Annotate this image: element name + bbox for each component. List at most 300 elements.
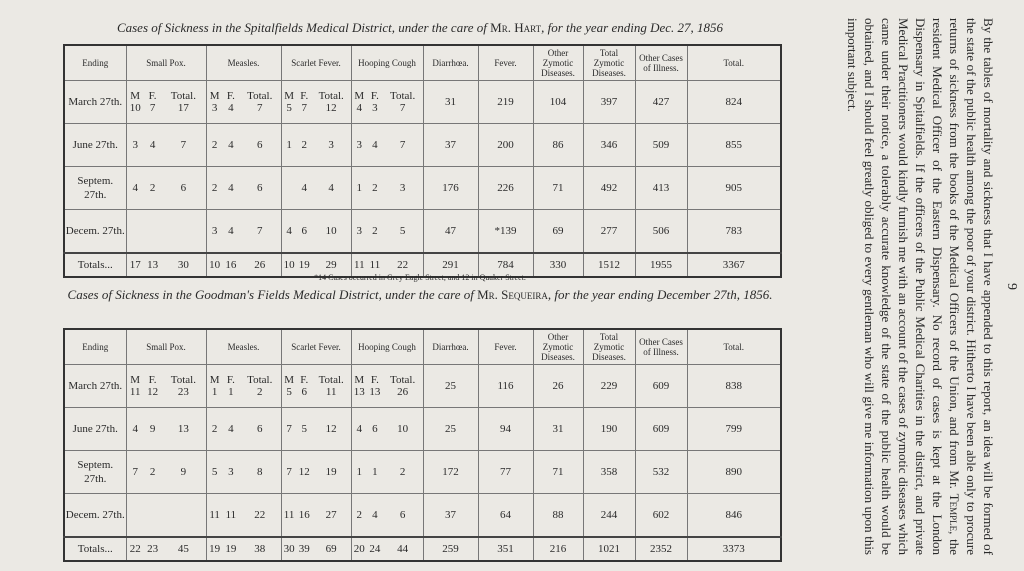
header-other-zymotic: Other Zymotic Diseases. [533, 329, 583, 365]
cell-fever: 94 [478, 408, 533, 451]
cell-hooping-cough-f [367, 374, 383, 398]
cell-hooping-cough-total: 5 [399, 225, 406, 237]
mf-value: 7 [399, 102, 406, 114]
cell-scarlet-fever-total: 12 [325, 423, 337, 435]
header-ending: Ending [64, 329, 126, 365]
header-other-zymotic: Other Zymotic Diseases. [533, 45, 583, 81]
cell-small-pox-total: 9 [180, 466, 187, 478]
header-measles [206, 45, 281, 81]
header-small-pox: Small Pox. [126, 329, 206, 365]
cell-hooping-cough-m: 11 [354, 259, 365, 271]
cell-fever: 219 [478, 81, 533, 124]
table2-caption-post: , for the year ending December 27th, 1856. [547, 287, 773, 302]
cell-hooping-cough-f: 2 [372, 225, 378, 237]
cell-scarlet-fever-f: 19 [298, 259, 310, 271]
cell-hooping-cough [351, 451, 423, 494]
cell-fever: 116 [478, 365, 533, 408]
mf-label: F. [148, 374, 157, 386]
cell-fever: 784 [478, 253, 533, 277]
header-small-pox [126, 45, 206, 81]
header-measles: Measles. [206, 329, 281, 365]
cell-other-zymotic: 69 [533, 210, 583, 254]
mf-value: 3 [211, 102, 218, 114]
table-row [64, 451, 781, 494]
cell-ending: Decem. 27th. [64, 210, 126, 254]
cell-small-pox-total: 45 [177, 543, 189, 555]
cell-total: 890 [687, 451, 781, 494]
cell-hooping-cough-f: 11 [369, 259, 381, 271]
cell-total: 855 [687, 124, 781, 167]
mf-value: 11 [325, 386, 337, 398]
cell-small-pox [126, 408, 206, 451]
mf-label: F. [148, 90, 157, 102]
header-other-cases: Other Cases of Illness. [635, 329, 687, 365]
cell-small-pox [126, 365, 206, 408]
cell-hooping-cough-m: 3 [356, 139, 363, 151]
cell-fever: 77 [478, 451, 533, 494]
cell-hooping-cough [351, 167, 423, 210]
cell-scarlet-fever [281, 408, 351, 451]
cell-total: 838 [687, 365, 781, 408]
cell-hooping-cough-total: 3 [399, 182, 406, 194]
mf-value: 12 [325, 102, 337, 114]
table-row [64, 365, 781, 408]
cell-ending: March 27th. [64, 365, 126, 408]
mf-value: 11 [129, 386, 141, 398]
cell-total: 3373 [687, 537, 781, 561]
mf-label: F. [300, 374, 309, 386]
side-text-column [790, 14, 1020, 559]
cell-total: 3367 [687, 253, 781, 277]
mf-value: 13 [369, 386, 381, 398]
cell-small-pox-m [127, 90, 144, 114]
cell-scarlet-fever-total: 27 [325, 509, 337, 521]
cell-measles-m [207, 90, 223, 114]
cell-small-pox [126, 451, 206, 494]
cell-measles-f: 3 [228, 466, 234, 478]
mf-value: 26 [397, 386, 409, 398]
cell-total: 846 [687, 494, 781, 538]
cell-measles [206, 210, 281, 254]
cell-hooping-cough [351, 124, 423, 167]
cell-scarlet-fever-f: 6 [301, 225, 307, 237]
cell-scarlet-fever-total [312, 90, 351, 114]
cell-other-cases: 609 [635, 408, 687, 451]
totals-row [64, 537, 781, 561]
cell-diarrhoea: 37 [423, 494, 478, 538]
cell-measles-f [223, 90, 239, 114]
cell-scarlet-fever-f: 12 [298, 466, 310, 478]
table-row [64, 408, 781, 451]
table1-header-row [64, 45, 781, 81]
cell-other-zymotic: 88 [533, 494, 583, 538]
cell-scarlet-fever-total [312, 374, 351, 398]
mf-label: F. [370, 374, 379, 386]
mf-value: 3 [372, 102, 378, 114]
cell-measles-m [207, 374, 223, 398]
cell-other-zymotic: 104 [533, 81, 583, 124]
cell-measles-f [223, 374, 239, 398]
cell-measles-m: 2 [211, 139, 218, 151]
cell-small-pox-m [127, 374, 144, 398]
cell-measles-total: 7 [257, 225, 263, 237]
mf-label: Total. [390, 374, 416, 386]
cell-scarlet-fever-m [282, 90, 297, 114]
cell-other-cases: 506 [635, 210, 687, 254]
table2-caption-name: Mr. Sequeira [477, 287, 548, 302]
mf-label: F. [226, 374, 235, 386]
cell-other-zymotic: 31 [533, 408, 583, 451]
header-total-zymotic: Total Zymotic Diseases. [583, 329, 635, 365]
cell-other-zymotic: 86 [533, 124, 583, 167]
mf-label: Total. [390, 90, 416, 102]
table1-caption-name: Mr. Hart [490, 20, 542, 35]
cell-scarlet-fever-total: 4 [328, 182, 334, 194]
mf-value: 7 [257, 102, 263, 114]
body-paragraph [844, 18, 997, 555]
header-other-cases: Other Cases of Illness. [635, 45, 687, 81]
cell-hooping-cough-total: 2 [399, 466, 406, 478]
table-row [64, 494, 781, 538]
cell-measles-f: 16 [225, 259, 237, 271]
cell-scarlet-fever [281, 210, 351, 254]
cell-hooping-cough-f [367, 90, 383, 114]
cell-other-zymotic: 71 [533, 167, 583, 210]
cell-other-zymotic: 71 [533, 451, 583, 494]
table2-body [64, 365, 781, 562]
cell-other-cases: 413 [635, 167, 687, 210]
cell-hooping-cough-f: 4 [372, 509, 378, 521]
cell-small-pox [126, 210, 206, 254]
table2-caption-pre: Cases of Sickness in the Goodman's Fields Medical District, under the care of [67, 287, 478, 302]
cell-hooping-cough-m: 3 [356, 225, 363, 237]
cell-measles-total: 8 [257, 466, 263, 478]
body-text-name: Temple [947, 493, 962, 532]
cell-hooping-cough-m: 2 [356, 509, 363, 521]
mf-label: M [354, 374, 365, 386]
cell-scarlet-fever-f: 16 [298, 509, 310, 521]
mf-value: 4 [356, 102, 363, 114]
table-row [64, 124, 781, 167]
cell-scarlet-fever-f [297, 374, 312, 398]
mf-label: Total. [247, 90, 273, 102]
cell-ending: June 27th. [64, 408, 126, 451]
cell-scarlet-fever-total: 3 [328, 139, 334, 151]
cell-scarlet-fever-f: 2 [301, 139, 307, 151]
mf-value: 1 [228, 386, 234, 398]
mf-value: 7 [149, 102, 156, 114]
cell-hooping-cough [351, 81, 423, 124]
cell-small-pox [126, 167, 206, 210]
mf-value: 2 [257, 386, 263, 398]
cell-scarlet-fever-m: 11 [283, 509, 295, 521]
cell-other-zymotic: 216 [533, 537, 583, 561]
cell-diarrhoea: 259 [423, 537, 478, 561]
cell-ending: Totals... [64, 253, 126, 277]
table1-caption [60, 20, 780, 36]
cell-scarlet-fever [281, 451, 351, 494]
cell-small-pox-f [144, 374, 161, 398]
cell-hooping-cough-m [352, 90, 368, 114]
mf-label: F. [300, 90, 309, 102]
cell-other-cases: 532 [635, 451, 687, 494]
cell-hooping-cough-m [352, 374, 368, 398]
cell-total-zymotic: 492 [583, 167, 635, 210]
cell-measles [206, 494, 281, 538]
cell-measles-m: 19 [209, 543, 221, 555]
cell-ending: March 27th. [64, 81, 126, 124]
mf-label: Total. [247, 374, 273, 386]
cell-scarlet-fever [281, 494, 351, 538]
cell-diarrhoea: 291 [423, 253, 478, 277]
mf-value: 23 [177, 386, 189, 398]
cell-other-cases: 2352 [635, 537, 687, 561]
header-total: Total. [687, 329, 781, 365]
cell-hooping-cough-total: 6 [399, 509, 406, 521]
cell-measles-total [239, 90, 280, 114]
cell-hooping-cough-total: 10 [397, 423, 409, 435]
cell-small-pox-total: 6 [180, 182, 187, 194]
table1-footnote: *14 Cases occurred in Grey Eagle Street, and 12 in Quaker Street. [314, 273, 526, 282]
cell-total-zymotic: 358 [583, 451, 635, 494]
cell-hooping-cough [351, 210, 423, 254]
cell-small-pox-f: 2 [149, 466, 156, 478]
header-fever: Fever. [478, 45, 533, 81]
cell-measles-total: 6 [257, 423, 263, 435]
cell-total-zymotic: 346 [583, 124, 635, 167]
cell-small-pox-f [144, 90, 161, 114]
cell-small-pox-total: 13 [177, 423, 189, 435]
cell-measles-total [239, 374, 280, 398]
cell-scarlet-fever-total: 19 [325, 466, 337, 478]
group-header-label: Measles. [227, 58, 260, 68]
mf-label: M [284, 374, 294, 386]
cell-measles-total: 22 [254, 509, 266, 521]
cell-scarlet-fever-m: 1 [286, 139, 292, 151]
cell-fever: 64 [478, 494, 533, 538]
cell-total: 905 [687, 167, 781, 210]
cell-fever: 200 [478, 124, 533, 167]
header-fever: Fever. [478, 329, 533, 365]
cell-total-zymotic: 397 [583, 81, 635, 124]
cell-small-pox-f: 4 [149, 139, 156, 151]
cell-scarlet-fever-total: 69 [325, 543, 337, 555]
cell-hooping-cough [351, 365, 423, 408]
mf-value: 4 [228, 102, 234, 114]
cell-small-pox-f: 9 [149, 423, 156, 435]
cell-small-pox-m: 17 [129, 259, 141, 271]
cell-hooping-cough-total: 7 [399, 139, 406, 151]
cell-ending: Decem. 27th. [64, 494, 126, 538]
cell-measles-f: 4 [228, 225, 234, 237]
cell-measles [206, 537, 281, 561]
cell-small-pox-f: 23 [147, 543, 159, 555]
cell-measles-f: 4 [228, 182, 234, 194]
cell-other-zymotic: 330 [533, 253, 583, 277]
mf-label: M [354, 90, 365, 102]
cell-other-cases: 1955 [635, 253, 687, 277]
group-header-label: Small Pox. [146, 58, 186, 68]
cell-small-pox [126, 81, 206, 124]
cell-hooping-cough-f: 24 [369, 543, 381, 555]
body-text-part-2: , the resident Medical Officer of the Eastern Dispensary. No record of cases is kept at the London Dispensary in Spitalfields. If the officers of the Public Medical Charities in the district, and private Medical Practitioners would kindly furnish me with an account of the cases of zymotic diseases which came under their notice, a tolerably accurate knowledge of the state of the public health would be obtained, and I should feel greatly obliged to every gentleman who will give me information upon this important subject. [845, 18, 962, 555]
cell-small-pox-m: 22 [129, 543, 141, 555]
cell-measles [206, 365, 281, 408]
table1-sickness-spitalfields [63, 44, 782, 278]
cell-scarlet-fever-m [282, 374, 297, 398]
cell-measles [206, 408, 281, 451]
mf-label: F. [226, 90, 235, 102]
cell-scarlet-fever-m: 30 [283, 543, 295, 555]
mf-label: M [130, 90, 141, 102]
table-row [64, 210, 781, 254]
cell-fever: *139 [478, 210, 533, 254]
header-scarlet-fever: Scarlet Fever. [281, 329, 351, 365]
cell-total-zymotic: 190 [583, 408, 635, 451]
cell-measles-total: 6 [257, 182, 263, 194]
header-hooping-cough [351, 45, 423, 81]
mf-value: 13 [353, 386, 365, 398]
mf-value: 10 [129, 102, 141, 114]
cell-measles-total: 6 [257, 139, 263, 151]
cell-scarlet-fever-m: 7 [286, 423, 292, 435]
cell-hooping-cough-total: 22 [397, 259, 409, 271]
cell-total-zymotic: 1021 [583, 537, 635, 561]
cell-scarlet-fever [281, 365, 351, 408]
cell-scarlet-fever [281, 167, 351, 210]
cell-total-zymotic: 277 [583, 210, 635, 254]
cell-measles-f: 11 [225, 509, 237, 521]
cell-small-pox-f: 2 [149, 182, 156, 194]
cell-diarrhoea: 37 [423, 124, 478, 167]
cell-hooping-cough-f: 4 [372, 139, 378, 151]
cell-hooping-cough-m: 1 [356, 182, 363, 194]
cell-measles [206, 167, 281, 210]
cell-small-pox-m: 3 [132, 139, 138, 151]
cell-measles [206, 81, 281, 124]
table1-body [64, 81, 781, 278]
cell-measles [206, 451, 281, 494]
cell-hooping-cough-m: 4 [356, 423, 363, 435]
cell-diarrhoea: 25 [423, 365, 478, 408]
header-diarrhoea: Diarrhœa. [423, 45, 478, 81]
mf-value: 17 [177, 102, 189, 114]
cell-hooping-cough [351, 494, 423, 538]
cell-hooping-cough-f: 2 [372, 182, 378, 194]
cell-ending: Totals... [64, 537, 126, 561]
table2-header-row [64, 329, 781, 365]
cell-scarlet-fever [281, 81, 351, 124]
cell-scarlet-fever-m: 4 [286, 225, 292, 237]
table1-caption-pre: Cases of Sickness in the Spitalfields Medical District, under the care of [116, 20, 491, 35]
cell-small-pox-f: 13 [147, 259, 159, 271]
cell-hooping-cough-m: 20 [353, 543, 365, 555]
table-row [64, 81, 781, 124]
cell-hooping-cough-total [383, 90, 423, 114]
mf-label: M [209, 374, 220, 386]
cell-measles-m: 10 [209, 259, 221, 271]
cell-scarlet-fever-f: 4 [301, 182, 307, 194]
mf-label: F. [370, 90, 379, 102]
cell-small-pox [126, 124, 206, 167]
cell-scarlet-fever-f: 5 [301, 423, 307, 435]
table1-caption-post: , for the year ending Dec. 27, 1856 [541, 20, 724, 35]
cell-measles-total: 38 [254, 543, 266, 555]
cell-fever: 351 [478, 537, 533, 561]
header-total-zymotic: Total Zymotic Diseases. [583, 45, 635, 81]
mf-value: 1 [211, 386, 218, 398]
cell-small-pox [126, 537, 206, 561]
mf-label: Total. [318, 374, 344, 386]
mf-value: 5 [286, 386, 292, 398]
table2-sickness-goodmans-fields [63, 328, 782, 562]
cell-other-cases: 509 [635, 124, 687, 167]
cell-hooping-cough [351, 408, 423, 451]
page-number: 9 [1004, 283, 1019, 290]
cell-measles-m: 2 [211, 182, 218, 194]
cell-small-pox-m: 7 [132, 466, 138, 478]
cell-other-cases: 602 [635, 494, 687, 538]
cell-hooping-cough-m: 1 [356, 466, 363, 478]
mf-label: M [130, 374, 141, 386]
cell-total: 799 [687, 408, 781, 451]
cell-scarlet-fever-total: 10 [325, 225, 337, 237]
cell-ending: June 27th. [64, 124, 126, 167]
cell-fever: 226 [478, 167, 533, 210]
mf-value: 6 [301, 386, 307, 398]
cell-total-zymotic: 1512 [583, 253, 635, 277]
cell-measles-m: 2 [211, 423, 218, 435]
cell-small-pox-total: 7 [180, 139, 187, 151]
mf-label: Total. [318, 90, 344, 102]
mf-value: 7 [301, 102, 307, 114]
cell-scarlet-fever [281, 124, 351, 167]
group-header-label: Scarlet Fever. [291, 58, 341, 68]
cell-hooping-cough-total: 44 [397, 543, 409, 555]
cell-hooping-cough-f: 1 [372, 466, 378, 478]
cell-measles-m: 3 [211, 225, 218, 237]
cell-scarlet-fever-f [297, 90, 312, 114]
cell-ending: Septem. 27th. [64, 167, 126, 210]
cell-total-zymotic: 229 [583, 365, 635, 408]
group-header-label: Hooping Cough [358, 58, 416, 68]
cell-diarrhoea: 47 [423, 210, 478, 254]
cell-small-pox-total [161, 90, 205, 114]
cell-measles-m: 11 [209, 509, 220, 521]
cell-small-pox [126, 494, 206, 538]
table2-caption [60, 287, 780, 303]
header-total: Total. [687, 45, 781, 81]
cell-measles-f: 19 [225, 543, 237, 555]
mf-label: M [209, 90, 220, 102]
cell-diarrhoea: 25 [423, 408, 478, 451]
mf-label: Total. [170, 90, 196, 102]
cell-scarlet-fever [281, 537, 351, 561]
mf-value: 5 [286, 102, 292, 114]
table-row [64, 167, 781, 210]
cell-small-pox-m: 4 [132, 182, 138, 194]
cell-measles-total: 26 [254, 259, 266, 271]
cell-scarlet-fever-m: 10 [283, 259, 295, 271]
cell-diarrhoea: 31 [423, 81, 478, 124]
cell-other-cases: 609 [635, 365, 687, 408]
rotated-body-text [790, 14, 1020, 559]
cell-ending: Septem. 27th. [64, 451, 126, 494]
cell-total-zymotic: 244 [583, 494, 635, 538]
header-hooping-cough: Hooping Cough [351, 329, 423, 365]
cell-scarlet-fever-f: 39 [298, 543, 310, 555]
cell-hooping-cough [351, 537, 423, 561]
